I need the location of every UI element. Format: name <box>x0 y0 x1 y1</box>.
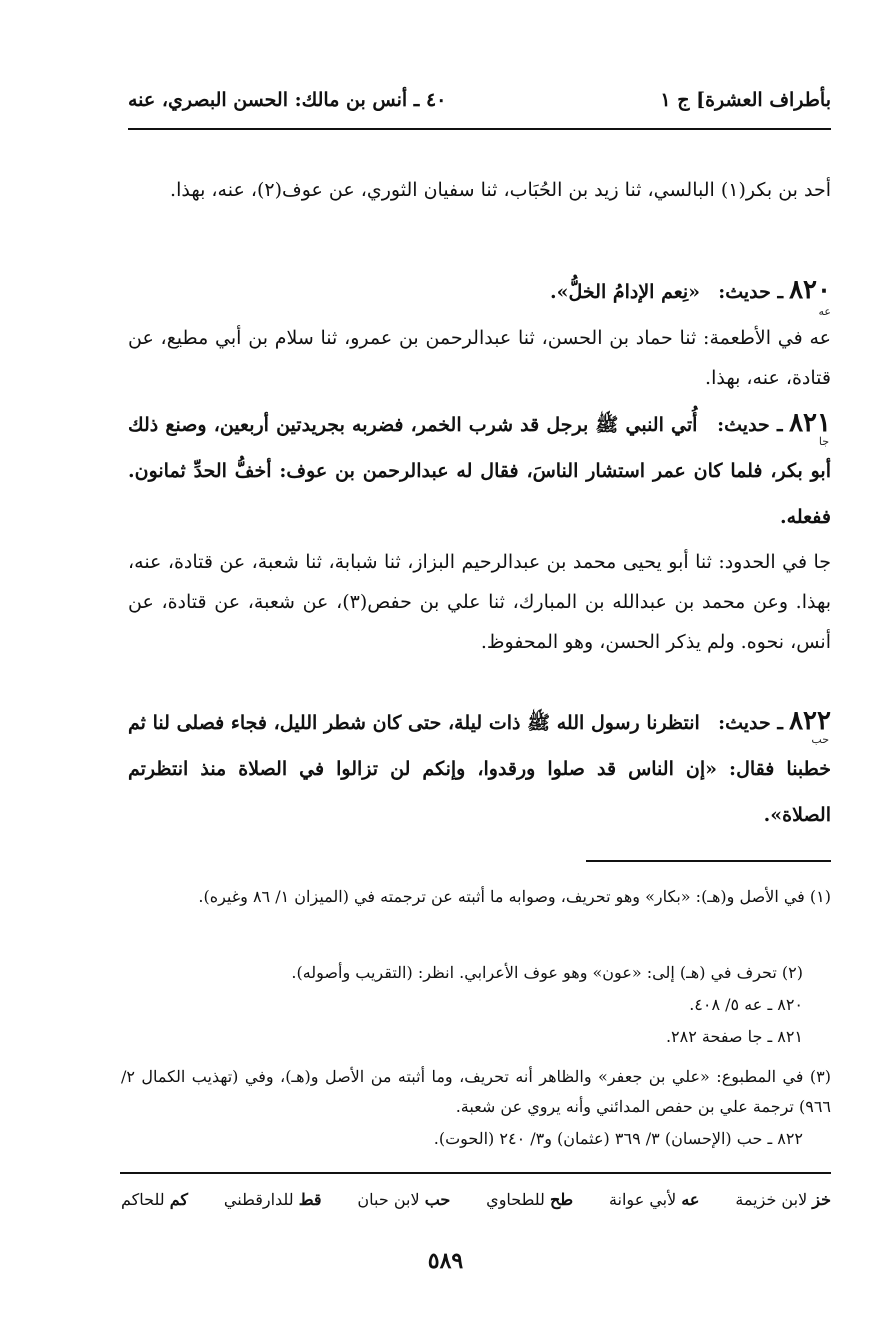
source-code-822: حب <box>811 733 829 746</box>
hadith-label: ـ حديث: <box>717 414 783 436</box>
footnote: (١) في الأصل و(هـ): «بكار» وهو تحريف، وصوابه ما أثبته عن ترجمته في (الميزان ١/ ٨٦ وغيره). <box>198 887 831 906</box>
hadith-matn: «نِعم الإدامُ الخلُّ». <box>550 281 701 303</box>
footnote-rule <box>586 860 831 862</box>
hadith-matn: أُتي النبي ﷺ برجل قد شرب الخمر، فضربه بجريدتين أربعين، وصنع ذلك أبو بكر، فلما كان عمر استشار الناسَ، فقال له عبدالرحمن بن عوف: أخفُّ الحدِّ ثمانون. ففعله. <box>128 414 831 528</box>
source-821: جا في الحدود: ثنا أبو يحيى محمد بن عبدالرحيم البزاز، ثنا شبابة، ثنا شعبة، عن قتادة، عنه، بهذا. وعن محمد بن عبدالله بن المبارك، ثنا علي بن حفص(٣)، عن شعبة، عن قتادة، عن أنس، نحوه. ولم يذكر الحسن، وهو المحفوظ. <box>128 551 832 653</box>
header-rule <box>128 128 831 130</box>
abbreviation-item: طح للطحاوي <box>486 1190 574 1209</box>
footnote: (٣) في المطبوع: «علي بن جعفر» والظاهر أنه تحريف، وما أثبته من الأصل و(هـ)، وفي (تهذيب الكمال ٢/ ٩٦٦) ترجمة علي بن حفص المدائني وأنه يروي عن شعبة. <box>121 1067 831 1116</box>
footnote: ٨٢١ ـ جا صفحة ٢٨٢. <box>665 1027 803 1046</box>
footnote: ٨٢٢ ـ حب (الإحسان) ٣/ ٣٦٩ (عثمان) و٣/ ٢٤٠ (الحوت). <box>433 1129 803 1148</box>
hadith-matn: انتظرنا رسول الله ﷺ ذات ليلة، حتى كان شطر الليل، فجاء فصلى لنا ثم خطبنا فقال: «إن الناس قد صلوا ورقدوا، وإنكم لن تزالوا في الصلاة منذ انتظرتم الصلاة». <box>128 712 831 826</box>
running-header <box>128 84 831 116</box>
hadith-number: ٨٢٠ <box>789 275 831 305</box>
hadith-label: ـ حديث: <box>718 281 784 303</box>
abbreviation-item: قط للدارقطني <box>223 1190 322 1209</box>
hadith-label: ـ حديث: <box>718 712 783 734</box>
abbreviations-key <box>121 1190 831 1209</box>
hadith-number: ٨٢١ <box>789 408 831 438</box>
abbreviation-item: خز لابن خزيمة <box>735 1190 831 1209</box>
hadith-820 <box>128 270 831 312</box>
source-820: عه في الأطعمة: ثنا حماد بن الحسن، ثنا عبدالرحمن بن عمرو، ثنا سلام بن أبي مطيع، عن قتادة، عنه، بهذا. <box>128 327 831 389</box>
hadith-822 <box>128 698 831 838</box>
header-chapter: ٤٠ ـ أنس بن مالك: الحسن البصري، عنه <box>128 89 447 111</box>
page-number: ٥٨٩ <box>427 1248 464 1274</box>
footnote: ٨٢٠ ـ عه ٥/ ٤٠٨. <box>689 995 803 1014</box>
intro-paragraph: أحد بن بكر(١) البالسي، ثنا زيد بن الحُبَاب، ثنا سفيان الثوري، عن عوف(٢)، عنه، بهذا. <box>170 179 831 201</box>
hadith-number: ٨٢٢ <box>789 706 831 736</box>
source-code-820: عه <box>818 305 831 318</box>
abbreviation-item: كم للحاكم <box>121 1190 189 1209</box>
hadith-821 <box>128 400 831 540</box>
abbreviation-item: حب لابن حبان <box>357 1190 451 1209</box>
abbreviations-rule <box>120 1172 831 1174</box>
footnote: (٢) تحرف في (هـ) إلى: «عون» وهو عوف الأعرابي. انظر: (التقريب وأصوله). <box>291 963 803 982</box>
abbreviation-item: عه لأبي عوانة <box>608 1190 700 1209</box>
header-volume: بأطراف العشرة] ج ١ <box>660 89 831 111</box>
source-code-821: جا <box>818 435 829 448</box>
